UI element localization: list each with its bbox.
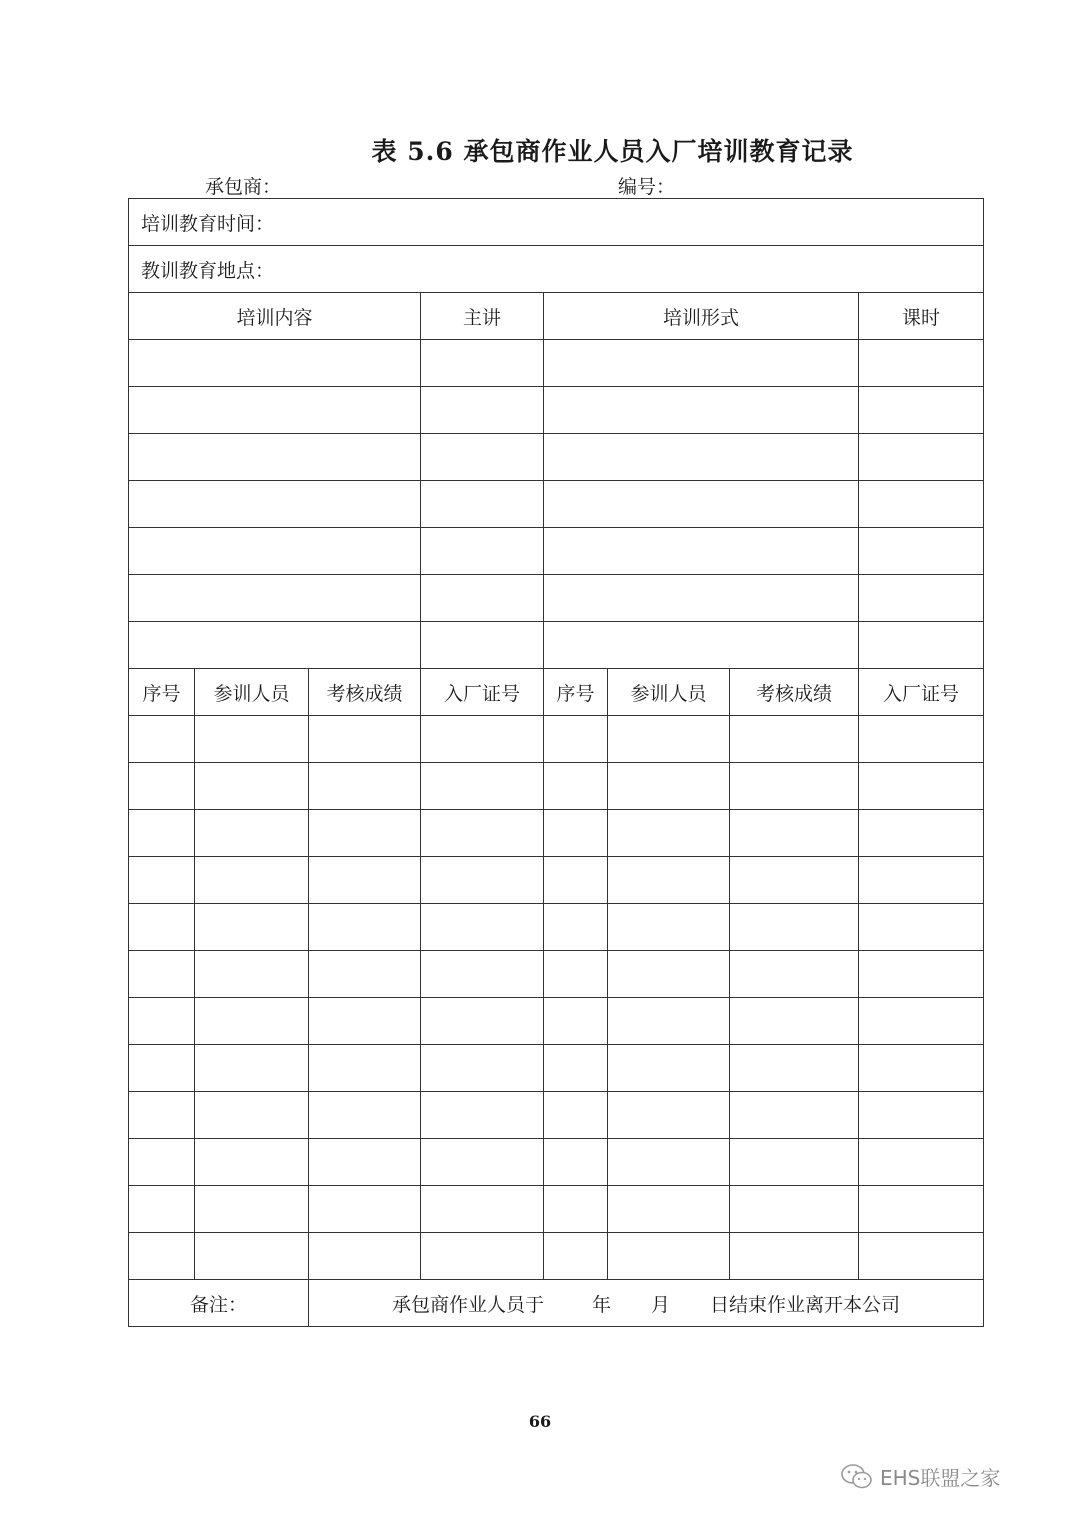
course-format-cell[interactable] xyxy=(544,481,859,528)
attendee-header-cell: 入厂证号 xyxy=(421,669,544,716)
attendee-cell[interactable] xyxy=(309,810,421,857)
attendee-cell[interactable] xyxy=(608,904,730,951)
attendee-cell[interactable] xyxy=(309,857,421,904)
attendee-cell[interactable] xyxy=(309,904,421,951)
course-format-cell[interactable] xyxy=(544,434,859,481)
attendee-cell[interactable] xyxy=(859,857,984,904)
course-row xyxy=(129,481,984,528)
attendee-cell[interactable] xyxy=(730,1092,859,1139)
attendee-cell[interactable] xyxy=(544,1045,608,1092)
attendee-cell[interactable] xyxy=(195,763,309,810)
attendee-header-cell: 参训人员 xyxy=(195,669,309,716)
attendee-cell[interactable] xyxy=(730,1233,859,1280)
attendee-cell[interactable] xyxy=(309,1092,421,1139)
page-number: 66 xyxy=(528,1412,552,1431)
remark-text-part1: 承包商作业人员于 xyxy=(391,1293,544,1316)
course-lecturer-cell[interactable] xyxy=(421,387,544,434)
attendee-cell[interactable] xyxy=(608,951,730,998)
attendee-cell[interactable] xyxy=(195,951,309,998)
attendee-cell[interactable] xyxy=(421,810,544,857)
training-time-label: 培训教育时间： xyxy=(141,212,275,235)
attendee-header-cell: 入厂证号 xyxy=(859,669,984,716)
attendee-cell[interactable] xyxy=(421,716,544,763)
attendee-cell[interactable] xyxy=(730,1139,859,1186)
attendee-cell[interactable] xyxy=(608,1045,730,1092)
contractor-label: 承包商： xyxy=(205,176,282,198)
attendee-header-row xyxy=(129,669,984,716)
attendee-cell[interactable] xyxy=(730,857,859,904)
training-time-row xyxy=(129,199,984,246)
attendee-cell[interactable] xyxy=(129,1139,195,1186)
attendee-cell[interactable] xyxy=(195,810,309,857)
attendee-cell[interactable] xyxy=(421,951,544,998)
course-content-cell[interactable] xyxy=(129,528,421,575)
attendee-cell[interactable] xyxy=(544,998,608,1045)
attendee-cell[interactable] xyxy=(195,1233,309,1280)
attendee-cell[interactable] xyxy=(544,904,608,951)
course-lecturer-cell[interactable] xyxy=(421,340,544,387)
attendee-cell[interactable] xyxy=(421,1139,544,1186)
attendee-cell[interactable] xyxy=(544,763,608,810)
attendee-row xyxy=(129,1092,984,1139)
attendee-row xyxy=(129,1233,984,1280)
watermark-text: EHS联盟之家 xyxy=(880,1466,1001,1490)
attendee-cell[interactable] xyxy=(129,998,195,1045)
attendee-cell[interactable] xyxy=(309,1139,421,1186)
attendee-header-cell: 考核成绩 xyxy=(730,669,859,716)
course-row xyxy=(129,340,984,387)
attendee-cell[interactable] xyxy=(309,1045,421,1092)
attendee-cell[interactable] xyxy=(421,1186,544,1233)
course-hours-cell[interactable] xyxy=(859,340,984,387)
attendee-row xyxy=(129,951,984,998)
course-row xyxy=(129,575,984,622)
training-location-label: 教训教育地点： xyxy=(141,259,275,282)
attendee-row xyxy=(129,904,984,951)
attendee-cell[interactable] xyxy=(608,810,730,857)
attendee-cell[interactable] xyxy=(195,716,309,763)
remark-year: 年 xyxy=(591,1293,611,1316)
course-lecturer-cell[interactable] xyxy=(421,622,544,669)
course-content-cell[interactable] xyxy=(129,387,421,434)
course-content-cell[interactable] xyxy=(129,481,421,528)
attendee-cell[interactable] xyxy=(608,1139,730,1186)
attendee-cell[interactable] xyxy=(859,810,984,857)
wechat-icon xyxy=(840,1463,874,1491)
header-content: 培训内容 xyxy=(129,293,421,340)
attendee-cell[interactable] xyxy=(421,1045,544,1092)
attendee-cell[interactable] xyxy=(195,857,309,904)
attendee-cell[interactable] xyxy=(730,810,859,857)
attendee-row xyxy=(129,1045,984,1092)
attendee-row xyxy=(129,763,984,810)
attendee-cell[interactable] xyxy=(421,763,544,810)
training-location-field[interactable] xyxy=(129,246,984,293)
attendee-cell[interactable] xyxy=(859,716,984,763)
attendee-cell[interactable] xyxy=(544,1139,608,1186)
attendee-cell[interactable] xyxy=(129,1186,195,1233)
attendee-cell[interactable] xyxy=(129,810,195,857)
attendee-cell[interactable] xyxy=(859,1045,984,1092)
course-lecturer-cell[interactable] xyxy=(421,575,544,622)
attendee-row xyxy=(129,857,984,904)
course-content-cell[interactable] xyxy=(129,575,421,622)
training-location-row xyxy=(129,246,984,293)
attendee-cell[interactable] xyxy=(195,998,309,1045)
attendee-cell[interactable] xyxy=(544,1092,608,1139)
attendee-cell[interactable] xyxy=(730,904,859,951)
attendee-cell[interactable] xyxy=(608,763,730,810)
attendee-header-cell: 参训人员 xyxy=(608,669,730,716)
attendee-cell[interactable] xyxy=(129,951,195,998)
course-row xyxy=(129,387,984,434)
attendee-row xyxy=(129,998,984,1045)
attendee-row xyxy=(129,716,984,763)
attendee-cell[interactable] xyxy=(608,716,730,763)
course-row xyxy=(129,622,984,669)
attendee-cell[interactable] xyxy=(859,1139,984,1186)
attendee-rows xyxy=(129,716,984,1280)
attendee-cell[interactable] xyxy=(309,763,421,810)
number-label: 编号： xyxy=(618,176,676,198)
remark-label: 备注： xyxy=(129,1280,309,1327)
course-hours-cell[interactable] xyxy=(859,622,984,669)
attendee-cell[interactable] xyxy=(730,998,859,1045)
attendee-cell[interactable] xyxy=(544,951,608,998)
attendee-cell[interactable] xyxy=(859,1233,984,1280)
document-title: 表 5.6 承包商作业人员入厂培训教育记录 xyxy=(371,137,854,166)
training-time-field[interactable] xyxy=(129,199,984,246)
course-format-cell[interactable] xyxy=(544,387,859,434)
attendee-cell[interactable] xyxy=(421,1092,544,1139)
attendee-cell[interactable] xyxy=(309,951,421,998)
attendee-cell[interactable] xyxy=(195,1186,309,1233)
attendee-cell[interactable] xyxy=(195,1092,309,1139)
remark-text[interactable] xyxy=(309,1280,984,1327)
attendee-row xyxy=(129,1186,984,1233)
remark-month: 月 xyxy=(651,1293,671,1316)
course-hours-cell[interactable] xyxy=(859,575,984,622)
attendee-cell[interactable] xyxy=(309,1233,421,1280)
attendee-cell[interactable] xyxy=(859,763,984,810)
remark-text-part2: 日结束作业离开本公司 xyxy=(710,1293,901,1316)
attendee-cell[interactable] xyxy=(544,1233,608,1280)
attendee-cell[interactable] xyxy=(544,810,608,857)
watermark xyxy=(840,1462,1000,1491)
course-format-cell[interactable] xyxy=(544,575,859,622)
attendee-cell[interactable] xyxy=(608,998,730,1045)
course-hours-cell[interactable] xyxy=(859,387,984,434)
attendee-cell[interactable] xyxy=(544,716,608,763)
attendee-cell[interactable] xyxy=(129,763,195,810)
attendee-header-cell: 序号 xyxy=(129,669,195,716)
attendee-cell[interactable] xyxy=(859,1092,984,1139)
course-lecturer-cell[interactable] xyxy=(421,481,544,528)
attendee-cell[interactable] xyxy=(129,904,195,951)
training-record-table xyxy=(128,198,984,1327)
course-lecturer-cell[interactable] xyxy=(421,434,544,481)
attendee-cell[interactable] xyxy=(544,1186,608,1233)
course-content-cell[interactable] xyxy=(129,434,421,481)
course-lecturer-cell[interactable] xyxy=(421,528,544,575)
course-row xyxy=(129,528,984,575)
attendee-cell[interactable] xyxy=(421,857,544,904)
attendee-cell[interactable] xyxy=(730,763,859,810)
attendee-header-cell: 序号 xyxy=(544,669,608,716)
remark-row xyxy=(129,1280,984,1327)
attendee-cell[interactable] xyxy=(129,857,195,904)
course-content-cell[interactable] xyxy=(129,622,421,669)
attendee-cell[interactable] xyxy=(859,904,984,951)
attendee-cell[interactable] xyxy=(859,1186,984,1233)
course-hours-cell[interactable] xyxy=(859,434,984,481)
course-content-cell[interactable] xyxy=(129,340,421,387)
attendee-cell[interactable] xyxy=(195,1139,309,1186)
attendee-cell[interactable] xyxy=(730,716,859,763)
attendee-cell[interactable] xyxy=(859,998,984,1045)
attendee-cell[interactable] xyxy=(608,1186,730,1233)
course-hours-cell[interactable] xyxy=(859,528,984,575)
attendee-cell[interactable] xyxy=(421,1233,544,1280)
course-format-cell[interactable] xyxy=(544,622,859,669)
course-format-cell[interactable] xyxy=(544,340,859,387)
attendee-cell[interactable] xyxy=(421,904,544,951)
attendee-cell[interactable] xyxy=(195,904,309,951)
attendee-row xyxy=(129,810,984,857)
attendee-cell[interactable] xyxy=(129,1045,195,1092)
course-rows xyxy=(129,340,984,669)
attendee-cell[interactable] xyxy=(608,1233,730,1280)
course-hours-cell[interactable] xyxy=(859,481,984,528)
attendee-cell[interactable] xyxy=(195,1045,309,1092)
course-row xyxy=(129,434,984,481)
header-hours: 课时 xyxy=(859,293,984,340)
attendee-row xyxy=(129,1139,984,1186)
attendee-cell[interactable] xyxy=(129,1233,195,1280)
attendee-cell[interactable] xyxy=(608,1092,730,1139)
attendee-cell[interactable] xyxy=(129,716,195,763)
attendee-header-cell: 考核成绩 xyxy=(309,669,421,716)
attendee-cell[interactable] xyxy=(544,857,608,904)
header-lecturer: 主讲 xyxy=(421,293,544,340)
course-format-cell[interactable] xyxy=(544,528,859,575)
attendee-cell[interactable] xyxy=(730,951,859,998)
attendee-cell[interactable] xyxy=(309,998,421,1045)
attendee-cell[interactable] xyxy=(859,951,984,998)
attendee-cell[interactable] xyxy=(309,716,421,763)
header-format: 培训形式 xyxy=(544,293,859,340)
attendee-cell[interactable] xyxy=(730,1186,859,1233)
attendee-cell[interactable] xyxy=(129,1092,195,1139)
attendee-cell[interactable] xyxy=(608,857,730,904)
attendee-cell[interactable] xyxy=(730,1045,859,1092)
attendee-cell[interactable] xyxy=(421,998,544,1045)
course-header-row xyxy=(129,293,984,340)
attendee-cell[interactable] xyxy=(309,1186,421,1233)
